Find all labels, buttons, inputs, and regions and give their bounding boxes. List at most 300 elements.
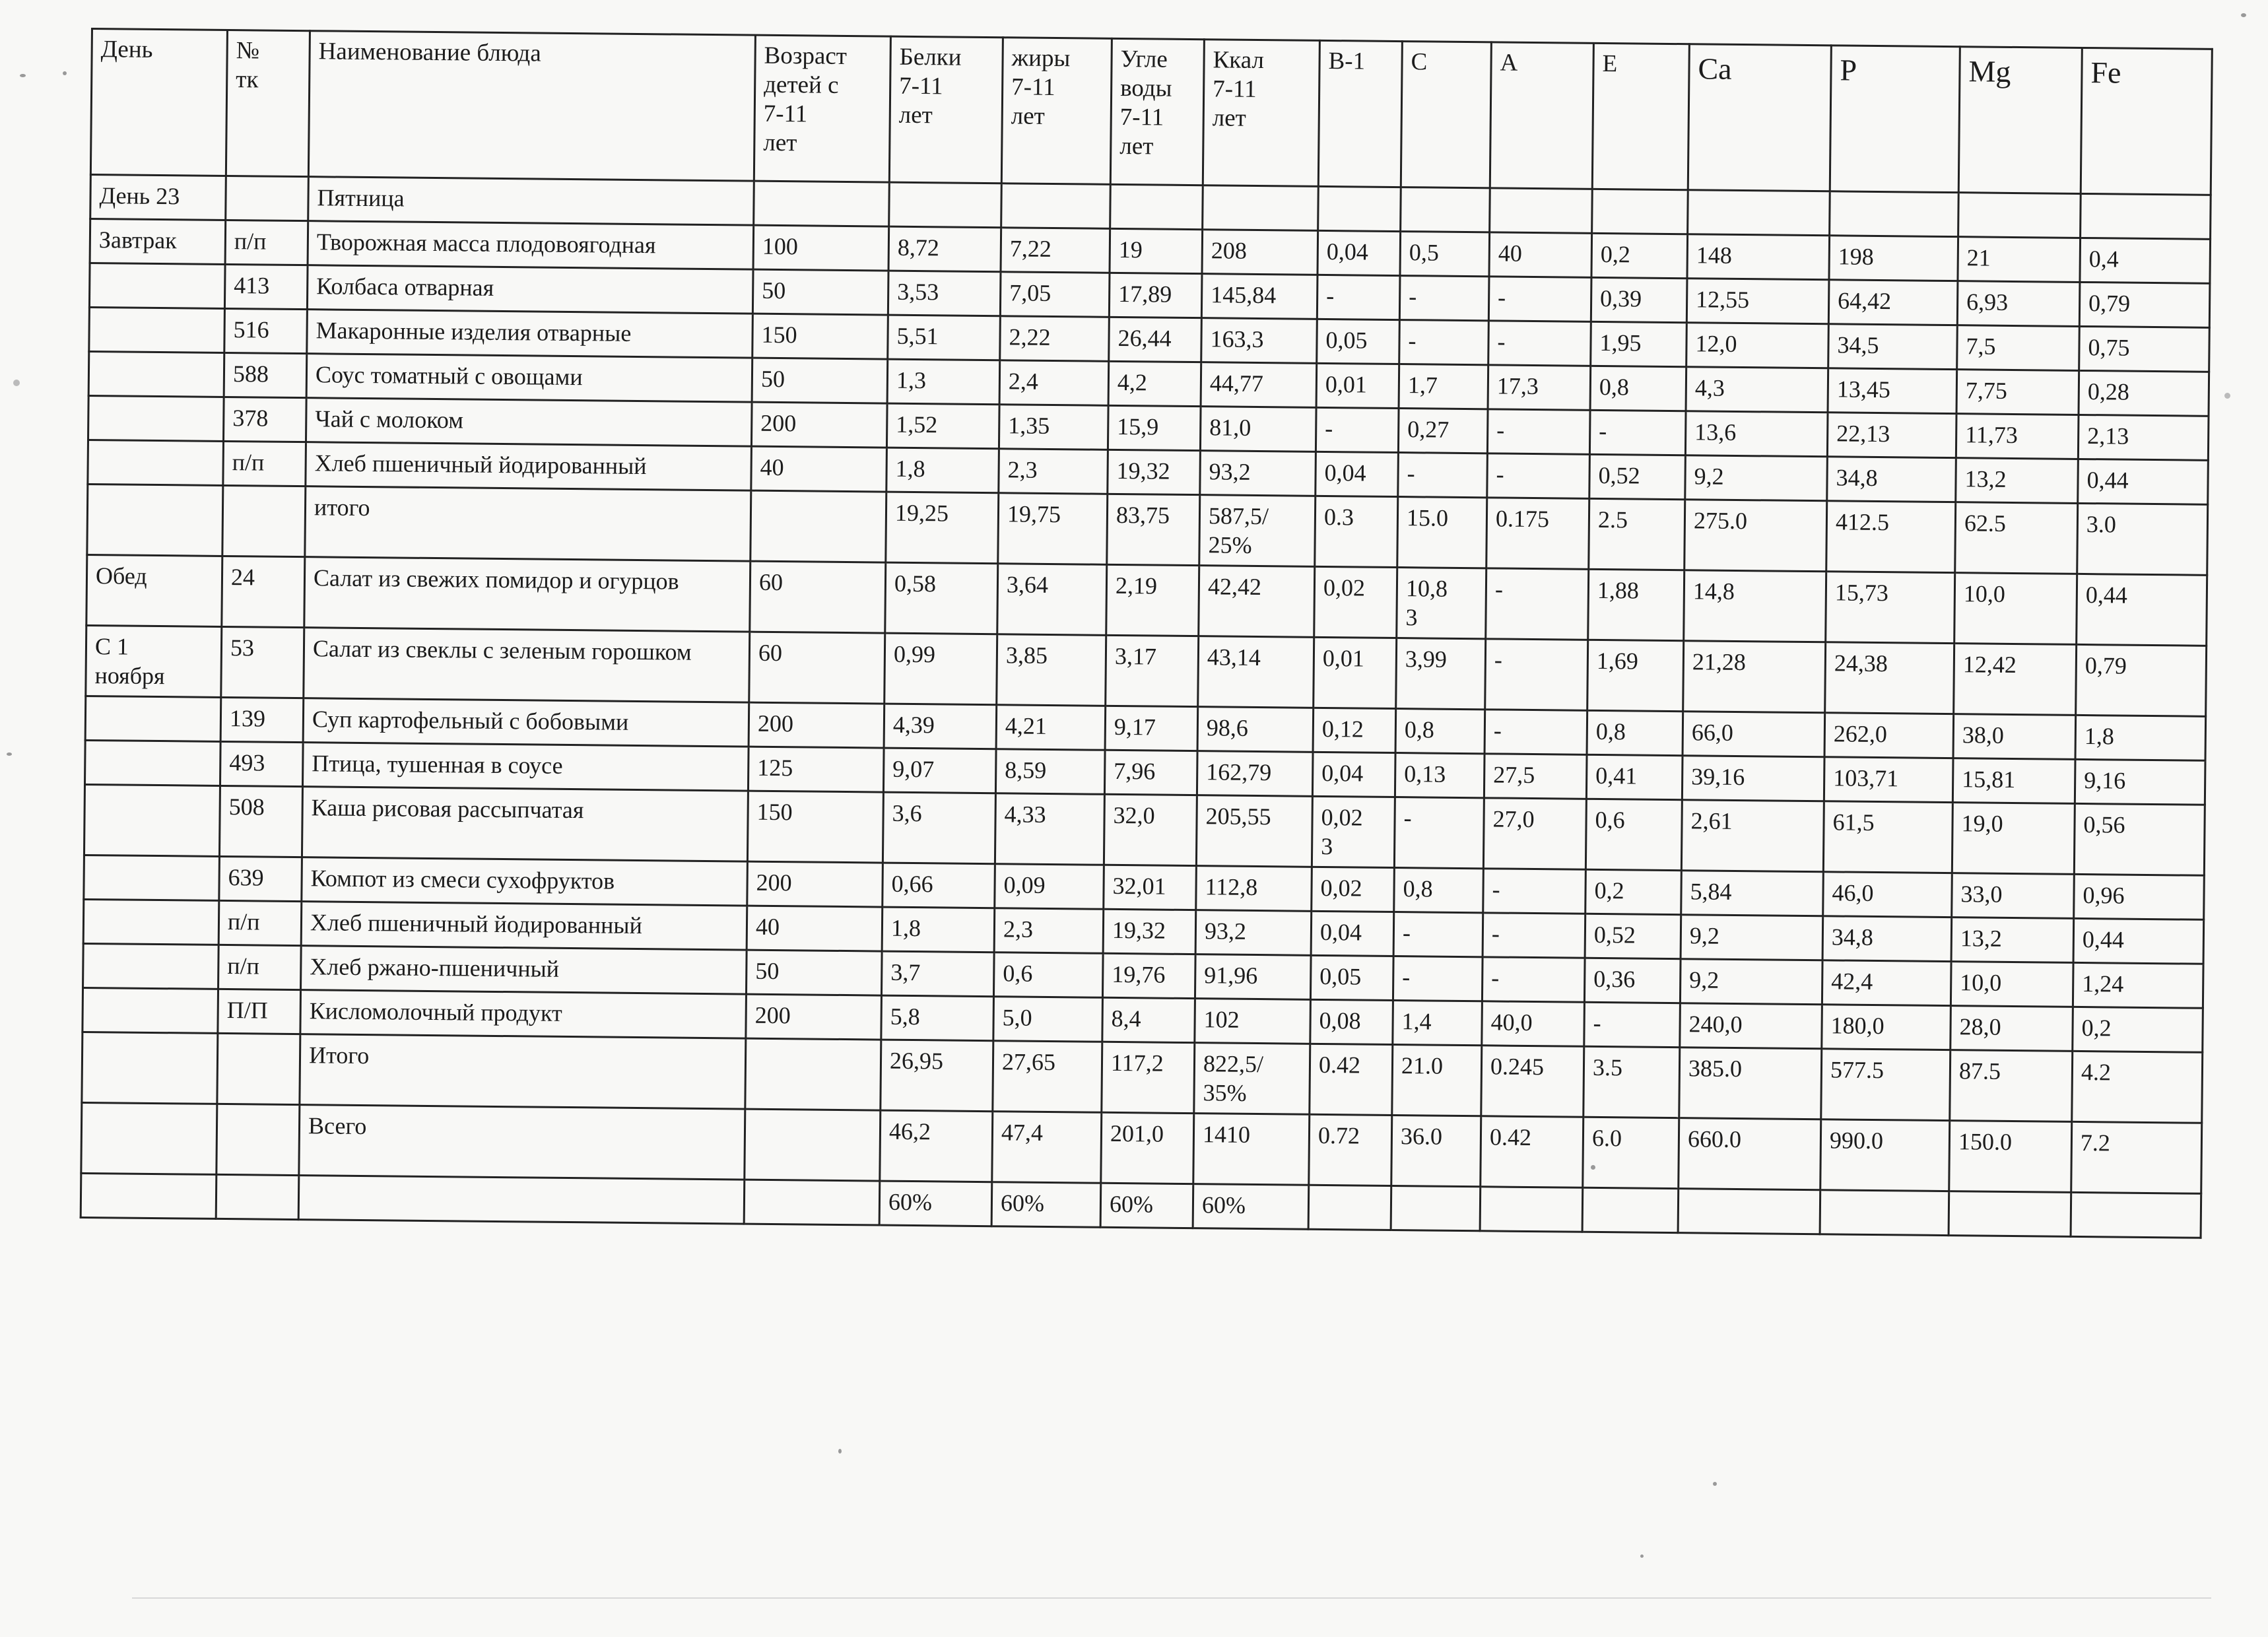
cell-name: Всего [299, 1105, 745, 1180]
cell-c: 36.0 [1391, 1115, 1481, 1186]
cell-ca: 66,0 [1683, 712, 1825, 757]
cell-day [83, 943, 219, 989]
cell-carbs: 19 [1110, 228, 1203, 273]
cell-carbs: 7,96 [1104, 750, 1197, 795]
cell-name: Творожная масса плодовоягодная [308, 221, 754, 269]
cell-b1: 0,02 [1312, 867, 1395, 912]
cell-a: - [1488, 321, 1591, 366]
cell-mg [1958, 193, 2081, 238]
cell-ca [1688, 190, 1830, 236]
cell-day [81, 1102, 217, 1174]
cell-carbs: 2,19 [1106, 564, 1199, 636]
cell-kcal: 163,3 [1201, 318, 1317, 364]
cell-b1: 0.72 [1309, 1114, 1392, 1186]
cell-day: Обед [86, 554, 222, 626]
cell-mg: 150.0 [1949, 1121, 2072, 1193]
header-e: Е [1592, 43, 1689, 189]
cell-tk: 639 [219, 856, 302, 901]
cell-proteins: 1,3 [887, 359, 1000, 405]
cell-age: 100 [753, 225, 889, 271]
cell-proteins: 0,99 [884, 633, 997, 705]
cell-fats: 2,3 [999, 449, 1108, 494]
cell-c: - [1399, 320, 1489, 365]
cell-tk: П/П [218, 989, 301, 1034]
cell-kcal: 208 [1202, 230, 1318, 275]
cell-day [82, 1032, 218, 1104]
cell-p: 24,38 [1825, 642, 1954, 714]
cell-age: 60 [750, 561, 886, 633]
cell-fats: 0,09 [995, 864, 1104, 910]
cell-e: 1,95 [1591, 321, 1687, 366]
cell-c: - [1399, 276, 1489, 321]
cell-tk [226, 176, 309, 220]
cell-p: 61,5 [1823, 801, 1952, 873]
cell-ca: 14,8 [1684, 570, 1826, 642]
cell-a: - [1483, 869, 1586, 914]
cell-a: - [1482, 957, 1585, 1002]
cell-fe [2081, 193, 2211, 239]
cell-c: - [1394, 797, 1484, 869]
cell-carbs: 19,32 [1103, 909, 1196, 954]
header-ca: Са [1688, 44, 1831, 191]
cell-tk: 139 [220, 697, 304, 742]
cell-carbs: 117,2 [1102, 1042, 1195, 1113]
cell-c: 0,13 [1395, 753, 1484, 798]
cell-ca: 240,0 [1680, 1003, 1822, 1049]
cell-tk [217, 1033, 300, 1104]
cell-ca: 2,61 [1681, 800, 1824, 872]
cell-b1: 0,05 [1310, 955, 1393, 1000]
cell-kcal: 42,42 [1199, 566, 1315, 638]
cell-carbs: 9,17 [1105, 706, 1198, 751]
cell-fe: 0,2 [2073, 1007, 2203, 1052]
cell-age: 200 [749, 702, 884, 748]
cell-age: 50 [752, 269, 888, 315]
cell-kcal: 162,79 [1197, 751, 1313, 797]
cell-kcal: 1410 [1193, 1114, 1310, 1186]
cell-day [84, 740, 220, 785]
cell-e: 0,6 [1585, 799, 1682, 870]
cell-tk: 378 [223, 397, 306, 442]
scan-speck [63, 71, 67, 75]
cell-mg: 6,93 [1957, 281, 2080, 327]
cell-fats [1001, 184, 1111, 229]
cell-day [83, 987, 218, 1033]
cell-e: 0,52 [1585, 914, 1681, 958]
cell-p: 198 [1829, 236, 1958, 281]
cell-a: - [1487, 453, 1590, 498]
cell-e: - [1589, 410, 1686, 455]
cell-e [1582, 1187, 1679, 1232]
cell-mg [1949, 1191, 2071, 1237]
cell-fats: 60% [991, 1182, 1101, 1228]
header-b1: В-1 [1318, 40, 1402, 187]
cell-fe: 2,13 [2078, 415, 2209, 460]
cell-name: Компот из смеси сухофруктов [302, 857, 748, 906]
cell-carbs: 19,32 [1108, 450, 1201, 494]
cell-tk [222, 485, 306, 556]
cell-c: 0,5 [1400, 232, 1490, 277]
cell-age: 150 [752, 314, 888, 359]
cell-c: 1,7 [1399, 364, 1488, 409]
cell-kcal: 81,0 [1200, 407, 1316, 452]
cell-b1: - [1316, 407, 1399, 452]
header-mg: Mg [1958, 47, 2082, 194]
cell-fats: 8,59 [995, 749, 1105, 795]
cell-proteins: 26,95 [881, 1040, 993, 1112]
cell-day [89, 307, 225, 352]
cell-e: 3.5 [1584, 1046, 1680, 1118]
cell-ca: 9,2 [1680, 959, 1822, 1005]
cell-fe: 0,4 [2080, 238, 2211, 283]
cell-p: 34,8 [1822, 916, 1952, 962]
cell-carbs: 19,76 [1102, 953, 1195, 998]
cell-proteins: 9,07 [883, 748, 996, 793]
cell-fe: 0,79 [2076, 644, 2207, 716]
cell-c: 0,8 [1395, 709, 1485, 754]
scan-speck [13, 380, 20, 386]
cell-name: Каша рисовая рассыпчатая [302, 787, 748, 861]
cell-fe: 0,28 [2079, 370, 2209, 416]
cell-carbs [1110, 184, 1203, 229]
cell-e: 0,2 [1591, 233, 1688, 278]
cell-b1: 0,04 [1317, 230, 1401, 275]
cell-p: 262,0 [1824, 713, 1954, 758]
cell-mg: 13,2 [1956, 458, 2079, 504]
cell-p: 103,71 [1824, 757, 1953, 803]
cell-proteins: 60% [879, 1181, 992, 1226]
cell-mg: 7,5 [1957, 325, 2080, 371]
cell-mg: 15,81 [1952, 758, 2075, 804]
cell-p: 577.5 [1821, 1049, 1951, 1121]
cell-ca: 148 [1687, 234, 1830, 280]
cell-fe: 0,79 [2079, 282, 2210, 327]
cell-tk: 516 [224, 308, 308, 353]
cell-tk: п/п [225, 220, 308, 265]
cell-age [745, 1109, 881, 1181]
cell-day [88, 351, 224, 397]
cell-p: 13,45 [1828, 368, 1957, 414]
cell-name: Хлеб ржано-пшеничный [301, 946, 747, 994]
cell-fe: 1,24 [2073, 962, 2203, 1008]
cell-carbs: 32,0 [1104, 794, 1197, 865]
cell-p: 46,0 [1823, 872, 1952, 918]
cell-carbs: 3,17 [1106, 635, 1199, 706]
cell-ca: 5,84 [1681, 871, 1824, 916]
cell-fats: 2,22 [1000, 316, 1110, 362]
cell-name: Хлеб пшеничный йодированный [301, 902, 747, 950]
cell-a: 17,3 [1488, 365, 1591, 410]
cell-tk: п/п [218, 945, 302, 989]
cell-p: 34,8 [1827, 457, 1956, 502]
cell-b1: 0,02 3 [1312, 796, 1395, 867]
cell-name: Салат из свеклы с зеленым горошком [304, 628, 750, 702]
cell-kcal: 60% [1193, 1184, 1309, 1230]
cell-carbs: 32,01 [1104, 865, 1197, 910]
cell-tk: 413 [224, 264, 308, 309]
cell-name: итого [305, 486, 751, 561]
cell-day [84, 855, 220, 900]
cell-age: 50 [746, 950, 882, 995]
cell-name: Кисломолочный продукт [300, 990, 747, 1038]
cell-carbs: 26,44 [1109, 317, 1202, 362]
cell-b1 [1308, 1185, 1391, 1230]
scan-speck [2241, 13, 2246, 17]
cell-fe: 0,44 [2073, 918, 2204, 964]
header-age: Возраст детей с 7-11 лет [754, 35, 890, 182]
cell-e: 0,52 [1589, 454, 1686, 499]
cell-day: Завтрак [90, 219, 226, 265]
cell-a [1480, 1187, 1583, 1232]
cell-e [1592, 189, 1688, 234]
cell-p: 180,0 [1822, 1005, 1951, 1050]
cell-mg: 38,0 [1953, 714, 2076, 760]
header-carbs: Угле воды 7-11 лет [1110, 38, 1204, 185]
cell-age [750, 490, 886, 562]
header-day: День [90, 29, 227, 176]
cell-name: Итого [300, 1034, 746, 1109]
cell-c: 21.0 [1392, 1044, 1482, 1116]
cell-ca: 13,6 [1685, 411, 1828, 457]
cell-tk [217, 1104, 300, 1175]
cell-proteins: 46,2 [880, 1110, 993, 1182]
cell-a: 40,0 [1482, 1001, 1585, 1046]
cell-ca: 12,0 [1686, 323, 1829, 368]
cell-fe: 0,44 [2077, 574, 2207, 646]
cell-b1: 0,12 [1313, 708, 1396, 752]
cell-carbs: 201,0 [1101, 1112, 1194, 1184]
cell-mg: 10,0 [1954, 573, 2077, 645]
cell-fe: 1,8 [2075, 715, 2206, 760]
cell-age: 200 [751, 402, 887, 448]
cell-b1: 0,01 [1316, 363, 1399, 408]
cell-mg: 28,0 [1951, 1006, 2073, 1052]
cell-proteins: 1,8 [886, 448, 999, 493]
cell-a: 27,5 [1484, 754, 1587, 799]
cell-c: - [1398, 453, 1488, 498]
cell-e: 0,2 [1585, 869, 1682, 914]
cell-kcal: 205,55 [1196, 795, 1312, 867]
cell-name: Колбаса отварная [307, 265, 753, 314]
cell-mg: 21 [1958, 237, 2081, 283]
cell-kcal: 93,2 [1195, 910, 1312, 956]
cell-tk: 24 [222, 556, 305, 627]
cell-name: Салат из свежих помидор и огурцов [304, 557, 750, 632]
header-tk: № тк [226, 30, 310, 176]
cell-fats: 1,35 [999, 405, 1108, 450]
cell-name [298, 1176, 745, 1224]
cell-fats: 3,64 [997, 564, 1107, 636]
cell-age: 125 [748, 747, 884, 792]
cell-fats: 2,4 [999, 360, 1109, 406]
cell-age: 40 [751, 446, 887, 492]
cell-tk: 588 [224, 352, 307, 397]
cell-fe: 0,44 [2078, 459, 2209, 504]
cell-e: 1,69 [1587, 640, 1684, 711]
cell-fats: 7,22 [1001, 228, 1110, 273]
cell-carbs: 60% [1100, 1183, 1193, 1228]
scan-speck [838, 1449, 842, 1453]
header-dish-name: Наименование блюда [308, 31, 755, 181]
cell-day [88, 440, 224, 485]
header-c: С [1401, 42, 1491, 188]
cell-carbs: 4,2 [1108, 361, 1201, 406]
cell-fats: 2,3 [994, 908, 1104, 954]
cell-tk: 493 [220, 741, 303, 786]
cell-c: - [1393, 956, 1483, 1001]
cell-b1: 0.42 [1310, 1044, 1393, 1115]
cell-b1: 0,04 [1311, 911, 1394, 956]
cell-day [81, 1173, 217, 1219]
cell-fe: 9,16 [2075, 759, 2205, 805]
cell-e: - [1584, 1002, 1681, 1047]
cell-p [1830, 191, 1959, 237]
cell-e: 0,36 [1584, 958, 1681, 1003]
cell-b1: 0,04 [1316, 451, 1399, 496]
cell-fats: 27,65 [993, 1041, 1102, 1113]
cell-b1: 0,04 [1312, 752, 1395, 797]
cell-mg: 11,73 [1956, 414, 2079, 459]
cell-a: 0.175 [1486, 498, 1589, 569]
cell-proteins: 8,72 [888, 226, 1001, 272]
cell-carbs: 17,89 [1109, 273, 1202, 317]
cell-kcal: 98,6 [1197, 707, 1314, 752]
cell-tk: п/п [218, 900, 302, 945]
cell-age: 50 [752, 358, 888, 403]
cell-proteins: 3,53 [888, 271, 1001, 316]
cell-ca [1678, 1189, 1820, 1234]
cell-proteins [889, 182, 1002, 228]
cell-c: 10,8 3 [1397, 568, 1486, 639]
cell-b1: 0,02 [1314, 566, 1397, 638]
cell-b1 [1318, 186, 1401, 231]
cell-e: 6.0 [1583, 1117, 1679, 1188]
cell-a: 0.245 [1481, 1046, 1584, 1117]
cell-proteins: 0,58 [885, 562, 998, 634]
cell-b1: - [1317, 275, 1400, 319]
cell-tk [216, 1174, 299, 1219]
cell-carbs: 83,75 [1107, 494, 1200, 565]
cell-age: 150 [747, 791, 883, 863]
cell-b1: 0.3 [1315, 496, 1398, 567]
cell-mg: 7,75 [1956, 370, 2079, 415]
cell-age: 40 [747, 906, 883, 951]
cell-p: 64,42 [1828, 280, 1958, 325]
cell-age [754, 181, 890, 226]
cell-kcal: 43,14 [1198, 636, 1314, 708]
cell-kcal: 145,84 [1201, 274, 1317, 319]
cell-name: Пятница [308, 177, 754, 225]
cell-day [84, 784, 220, 856]
cell-e: 0,8 [1587, 710, 1683, 755]
cell-fe: 0,56 [2074, 803, 2205, 875]
scan-speck [1591, 1165, 1595, 1170]
cell-p: 990.0 [1820, 1119, 1950, 1191]
cell-mg: 12,42 [1954, 644, 2077, 716]
scan-edge-line [132, 1597, 2211, 1599]
cell-fats: 5,0 [993, 997, 1103, 1042]
cell-name: Птица, тушенная в соусе [302, 743, 749, 791]
cell-ca: 9,2 [1681, 915, 1823, 960]
scan-speck [1713, 1482, 1717, 1486]
cell-mg: 13,2 [1951, 918, 2074, 963]
cell-tk: п/п [223, 441, 306, 486]
cell-kcal: 112,8 [1196, 866, 1312, 912]
header-row [90, 29, 2212, 195]
cell-age: 200 [747, 861, 883, 907]
cell-mg: 10,0 [1951, 962, 2073, 1007]
cell-carbs: 15,9 [1108, 405, 1201, 450]
menu-table-wrapper [80, 28, 2211, 1239]
cell-age: 200 [746, 994, 882, 1040]
cell-p: 22,13 [1827, 413, 1956, 458]
cell-ca: 21,28 [1683, 641, 1826, 713]
cell-kcal: 102 [1195, 999, 1311, 1044]
header-fats: жиры 7-11 лет [1001, 38, 1112, 185]
cell-fe: 4.2 [2072, 1051, 2203, 1123]
cell-proteins: 5,8 [881, 995, 994, 1041]
cell-day [87, 484, 223, 556]
cell-fats: 19,75 [998, 493, 1108, 565]
cell-day [89, 263, 225, 308]
cell-c: 1,4 [1393, 1001, 1483, 1046]
cell-fats: 0,6 [993, 952, 1103, 998]
cell-day [83, 899, 219, 945]
header-kcal: Ккал 7-11 лет [1203, 40, 1319, 187]
cell-age [745, 1038, 881, 1110]
cell-p: 15,73 [1826, 572, 1955, 644]
cell-proteins: 1,8 [882, 907, 995, 952]
cell-c: 0,8 [1394, 868, 1484, 913]
cell-mg: 19,0 [1952, 803, 2075, 875]
cell-fats: 3,85 [997, 634, 1106, 706]
cell-fats: 47,4 [992, 1112, 1102, 1184]
cell-day: С 1 ноября [86, 625, 222, 697]
cell-fe: 7.2 [2071, 1121, 2202, 1193]
cell-e: 0,39 [1591, 277, 1687, 322]
cell-proteins: 0,66 [883, 863, 995, 908]
cell-name: Соус томатный с овощами [306, 354, 752, 402]
cell-e: 2.5 [1589, 498, 1685, 570]
cell-carbs: 8,4 [1102, 997, 1195, 1042]
cell-ca: 4,3 [1686, 367, 1828, 413]
cell-fats: 7,05 [1000, 272, 1110, 317]
cell-mg: 33,0 [1952, 873, 2075, 919]
scan-speck [2224, 393, 2230, 399]
cell-b1: 0,05 [1317, 319, 1400, 364]
cell-name: Чай с молоком [306, 398, 752, 446]
cell-fats: 4,33 [995, 793, 1104, 865]
cell-ca: 275.0 [1684, 500, 1827, 572]
cell-c: 15.0 [1397, 497, 1487, 568]
cell-a: - [1483, 913, 1585, 958]
cell-ca: 385.0 [1679, 1048, 1822, 1119]
cell-name: Суп картофельный с бобовыми [303, 698, 749, 747]
cell-ca: 9,2 [1685, 455, 1828, 501]
cell-e: 0,8 [1590, 366, 1686, 411]
header-a: А [1490, 42, 1593, 189]
cell-a: - [1485, 639, 1588, 710]
cell-c [1401, 187, 1490, 232]
cell-fe: 0,96 [2074, 874, 2205, 919]
cell-day: День 23 [90, 175, 226, 220]
cell-mg: 62.5 [1955, 502, 2078, 574]
cell-kcal: 93,2 [1200, 451, 1316, 496]
cell-proteins: 3,6 [883, 792, 995, 864]
scan-speck [20, 74, 26, 77]
cell-kcal: 44,77 [1201, 362, 1317, 408]
nutrition-menu-table [80, 28, 2213, 1239]
